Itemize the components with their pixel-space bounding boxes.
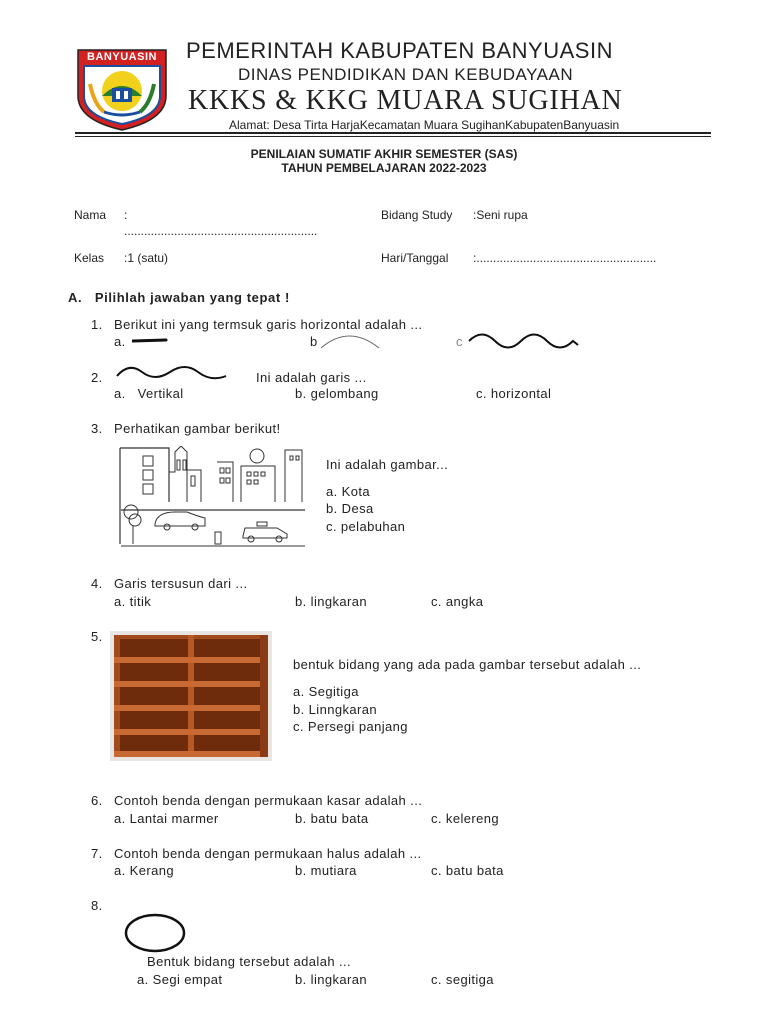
q8-option-c[interactable]: c. segitiga <box>431 972 494 987</box>
hari-tanggal-field[interactable]: :...................................................... <box>473 251 657 265</box>
q1-text: Berikut ini yang termsuk garis horizontal adalah ... <box>114 317 423 332</box>
q4-number: 4. <box>91 576 103 591</box>
q6-option-c[interactable]: c. kelereng <box>431 811 499 826</box>
q5-shelf-photo <box>110 631 272 761</box>
q2-option-b[interactable]: b. gelombang <box>295 386 379 401</box>
q6-text: Contoh benda dengan permukaan kasar adalah ... <box>114 793 423 808</box>
q3-number: 3. <box>91 421 103 436</box>
q2-number: 2. <box>91 370 103 385</box>
header-line-2: DINAS PENDIDIKAN DAN KEBUDAYAAN <box>238 65 574 84</box>
q7-text: Contoh benda dengan permukaan halus adalah ... <box>114 846 422 861</box>
nama-colon: : <box>124 208 128 222</box>
q8-text: Bentuk bidang tersebut adalah ... <box>147 954 352 969</box>
q6-number: 6. <box>91 793 103 808</box>
q3-prompt: Ini adalah gambar... <box>326 457 449 472</box>
q6-option-a[interactable]: a. Lantai marmer <box>114 811 219 826</box>
nama-field[interactable]: .......................................................... <box>124 224 318 238</box>
q2-text: Ini adalah garis ... <box>256 370 367 385</box>
q3-text: Perhatikan gambar berikut! <box>114 421 281 436</box>
q5-number: 5. <box>91 629 103 644</box>
q7-option-b[interactable]: b. mutiara <box>295 863 357 878</box>
q5-option-b[interactable]: b. Linngkaran <box>293 702 377 717</box>
kelas-label: Kelas <box>74 251 105 265</box>
q2-wavy-line-figure <box>114 362 230 382</box>
q3-option-b[interactable]: b. Desa <box>326 501 374 516</box>
q2-option-c[interactable]: c. horizontal <box>476 386 552 401</box>
q6-option-b[interactable]: b. batu bata <box>295 811 369 826</box>
q5-option-c[interactable]: c. Persegi panjang <box>293 719 408 734</box>
exam-title: PENILAIAN SUMATIF AKHIR SEMESTER (SAS) <box>250 147 518 161</box>
q3-option-a[interactable]: a. Kota <box>326 484 370 499</box>
exam-year: TAHUN PEMBELAJARAN 2022-2023 <box>281 161 487 175</box>
q4-option-b[interactable]: b. lingkaran <box>295 594 368 609</box>
q3-option-c[interactable]: c. pelabuhan <box>326 519 406 534</box>
bidang-study-value: :Seni rupa <box>473 208 528 222</box>
nama-label: Nama <box>74 208 107 222</box>
q8-option-b[interactable]: b. lingkaran <box>295 972 368 987</box>
header-divider <box>75 132 711 134</box>
hari-tanggal-label: Hari/Tanggal <box>381 251 449 265</box>
q1-number: 1. <box>91 317 103 332</box>
bidang-study-label: Bidang Study <box>381 208 453 222</box>
q4-option-c[interactable]: c. angka <box>431 594 484 609</box>
q5-option-a[interactable]: a. Segitiga <box>293 684 359 699</box>
q1-option-b[interactable]: b <box>310 334 318 349</box>
q1-option-c[interactable]: c <box>456 334 463 349</box>
q4-text: Garis tersusun dari ... <box>114 576 248 591</box>
kelas-value: :1 (satu) <box>124 251 169 265</box>
q4-option-a[interactable]: a. titik <box>114 594 152 609</box>
q5-text: bentuk bidang yang ada pada gambar tersebut adalah ... <box>293 657 642 672</box>
q8-number: 8. <box>91 898 103 913</box>
q1-option-a[interactable]: a. <box>114 334 126 349</box>
q8-oval-figure <box>124 912 186 954</box>
header-divider-thin <box>75 136 711 137</box>
q7-number: 7. <box>91 846 103 861</box>
q7-option-c[interactable]: c. batu bata <box>431 863 504 878</box>
header-line-3: KKKS & KKG MUARA SUGIHAN <box>188 85 623 116</box>
q2-option-a[interactable]: a. Vertikal <box>114 386 184 401</box>
header-line-1: PEMERINTAH KABUPATEN BANYUASIN <box>186 38 613 63</box>
q1-straight-line-figure <box>132 336 168 346</box>
banyuasin-logo <box>74 46 170 132</box>
q3-city-drawing <box>117 446 307 548</box>
q1-arc-line-figure <box>318 330 382 350</box>
header-address: Alamat: Desa Tirta HarjaKecamatan Muara SugihanKabupatenBanyuasin <box>229 118 620 132</box>
logo-text: BANYUASIN <box>87 51 157 63</box>
section-heading: A. Pilihlah jawaban yang tepat ! <box>68 290 290 305</box>
q8-option-a[interactable]: a. Segi empat <box>137 972 223 987</box>
q7-option-a[interactable]: a. Kerang <box>114 863 174 878</box>
q1-wavy-line-figure <box>466 330 584 352</box>
